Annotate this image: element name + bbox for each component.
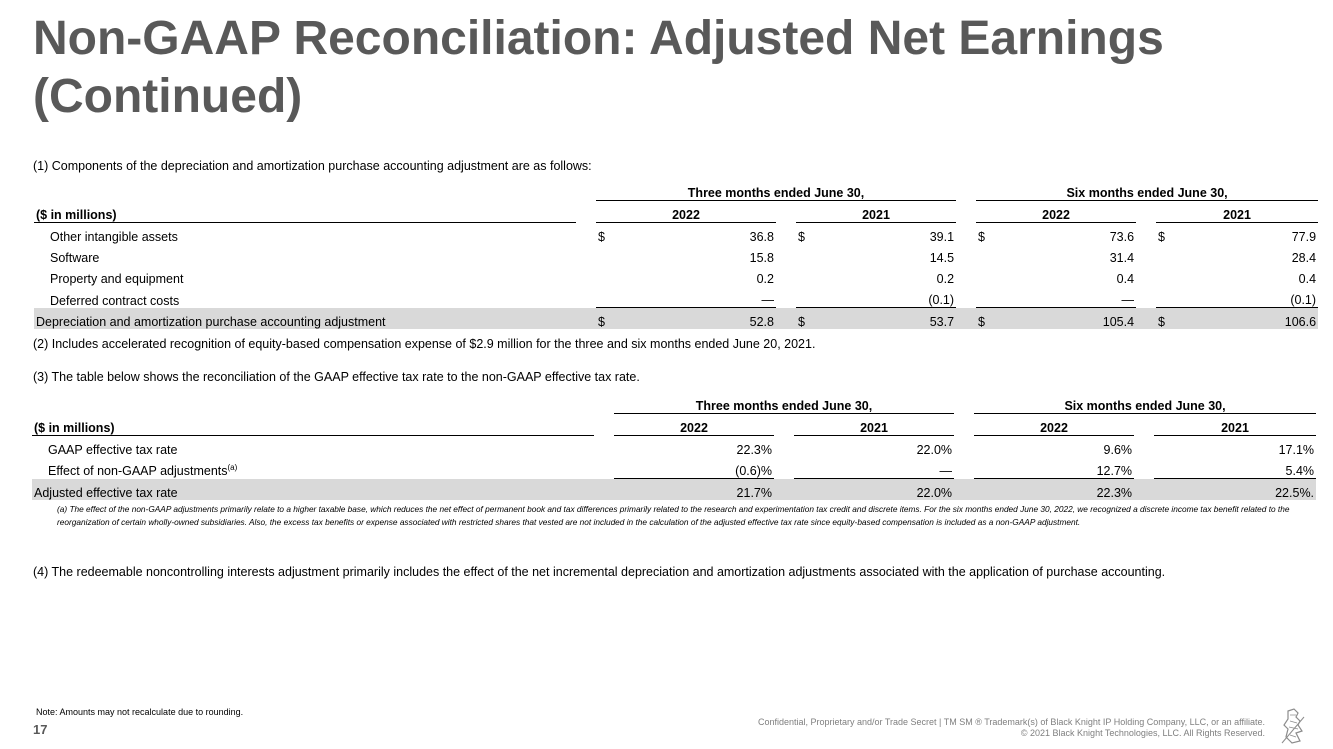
cell-value: 36.8: [749, 230, 774, 244]
header-six-months: Six months ended June 30,: [976, 179, 1318, 201]
total-value: 53.7: [826, 308, 956, 330]
total-value: 22.0%: [794, 479, 954, 501]
table-row: [34, 244, 1318, 265]
cell-value: 14.5: [929, 251, 955, 265]
year-header: 2021: [796, 201, 956, 223]
row-label: Property and equipment: [50, 272, 184, 286]
cell-value: 77.9: [1291, 230, 1317, 244]
year-header: 2021: [1156, 201, 1318, 223]
cell-value: (0.6)%: [614, 457, 774, 479]
total-row: [34, 308, 1318, 330]
cell-value: 0.2: [936, 272, 955, 286]
table-row: [34, 223, 1318, 245]
total-label: Depreciation and amortization purchase accounting adjustment: [34, 308, 576, 330]
page-title: Non-GAAP Reconciliation: Adjusted Net Earnings (Continued): [33, 12, 1164, 123]
row-label: Deferred contract costs: [50, 293, 180, 308]
total-value: 106.6: [1186, 308, 1318, 330]
cell-value: 39.1: [929, 230, 955, 244]
header-six-months: Six months ended June 30,: [974, 392, 1316, 414]
row-label: [32, 457, 594, 479]
cell-value: 0.4: [1116, 272, 1135, 286]
total-row: [32, 479, 1316, 501]
cell-value: —: [626, 286, 776, 308]
cell-value: 17.1%: [1278, 443, 1315, 457]
row-label: Other intangible assets: [50, 230, 178, 244]
footnote-marker: (a): [227, 463, 238, 473]
cell-value: (0.1): [1186, 286, 1318, 308]
currency-symbol: $: [598, 230, 605, 244]
cell-value: 5.4%: [1154, 457, 1316, 479]
cell-value: 9.6%: [1103, 443, 1133, 457]
year-header: 2021: [1154, 414, 1316, 436]
rounding-note: Note: Amounts may not recalculate due to rounding.: [36, 707, 244, 717]
row-label: Software: [50, 251, 100, 265]
cell-value: 0.2: [756, 272, 774, 286]
cell-value: 12.7%: [974, 457, 1134, 479]
cell-value: 22.3%: [736, 443, 772, 457]
black-knight-logo-icon: [1278, 707, 1308, 745]
total-value: 22.5%.: [1154, 479, 1316, 501]
currency-symbol: $: [596, 308, 626, 330]
table-row: [32, 436, 1316, 458]
currency-symbol: $: [1158, 230, 1165, 244]
year-header: 2022: [614, 414, 774, 436]
cell-value: 15.8: [749, 251, 774, 265]
footnote-3: (3) The table below shows the reconciliation of the GAAP effective tax rate to the non-GAAP effective tax rate.: [33, 370, 640, 384]
header-three-months: Three months ended June 30,: [596, 179, 956, 201]
cell-value: 28.4: [1291, 251, 1317, 265]
total-value: 52.8: [626, 308, 776, 330]
units-label: ($ in millions): [32, 414, 594, 436]
row-label-text: Effect of non-GAAP adjustments: [48, 464, 228, 479]
currency-symbol: $: [976, 308, 1006, 330]
currency-symbol: $: [798, 230, 805, 244]
total-label: Adjusted effective tax rate: [32, 479, 594, 501]
total-value: 105.4: [1006, 308, 1136, 330]
legal-line-2: © 2021 Black Knight Technologies, LLC. All Rights Reserved.: [1020, 728, 1265, 738]
footnote-a: (a) The effect of the non-GAAP adjustments primarily relate to a higher taxable base, which reduces the net effect of permanent book and tax differences primarily related to the research and experimentation tax credit and discrete items. For the six months ended June 30, 2022, we recognized a discrete income tax benefit related to the reorganization of certain wholly-owned subsidiaries. Also, the excess tax benefits or expense associated with restricted shares that vested are not included in the calculation of the adjusted effective tax rate since equity-based compensation is included as a non-GAAP adjustment.: [57, 504, 1290, 527]
total-value: 21.7%: [614, 479, 774, 501]
footnote-1: (1) Components of the depreciation and amortization purchase accounting adjustment are as follows:: [33, 159, 592, 173]
cell-value: —: [1006, 286, 1136, 308]
cell-value: 31.4: [1109, 251, 1135, 265]
year-header: 2022: [976, 201, 1136, 223]
units-label: ($ in millions): [34, 201, 576, 223]
table-row: [32, 457, 1316, 479]
table-row: [34, 265, 1318, 286]
table-row: [34, 286, 1318, 308]
depreciation-amortization-table: [34, 179, 1318, 329]
cell-value: 73.6: [1109, 230, 1135, 244]
effective-tax-rate-table: [32, 392, 1316, 500]
cell-value: —: [794, 457, 954, 479]
cell-value: 22.0%: [916, 443, 953, 457]
total-value: 22.3%: [974, 479, 1134, 501]
footnote-2: (2) Includes accelerated recognition of equity-based compensation expense of $2.9 million for the three and six months ended June 20, 2021.: [33, 337, 816, 351]
year-header: 2022: [596, 201, 776, 223]
cell-value: 0.4: [1298, 272, 1317, 286]
currency-symbol: $: [796, 308, 826, 330]
row-label: GAAP effective tax rate: [48, 443, 178, 457]
footnote-4: (4) The redeemable noncontrolling interests adjustment primarily includes the effect of the net incremental depreciation and amortization adjustments associated with the application of purchase accounting.: [33, 565, 1166, 579]
cell-value: (0.1): [826, 286, 956, 308]
header-three-months: Three months ended June 30,: [614, 392, 954, 414]
page-number: 17: [33, 722, 48, 737]
currency-symbol: $: [978, 230, 985, 244]
legal-line-1: Confidential, Proprietary and/or Trade Secret | TM SM ® Trademark(s) of Black Knight IP Holding Company, LLC, or an affiliate.: [757, 717, 1265, 727]
year-header: 2022: [974, 414, 1134, 436]
legal-notice: [758, 717, 1265, 739]
currency-symbol: $: [1156, 308, 1186, 330]
year-header: 2021: [794, 414, 954, 436]
